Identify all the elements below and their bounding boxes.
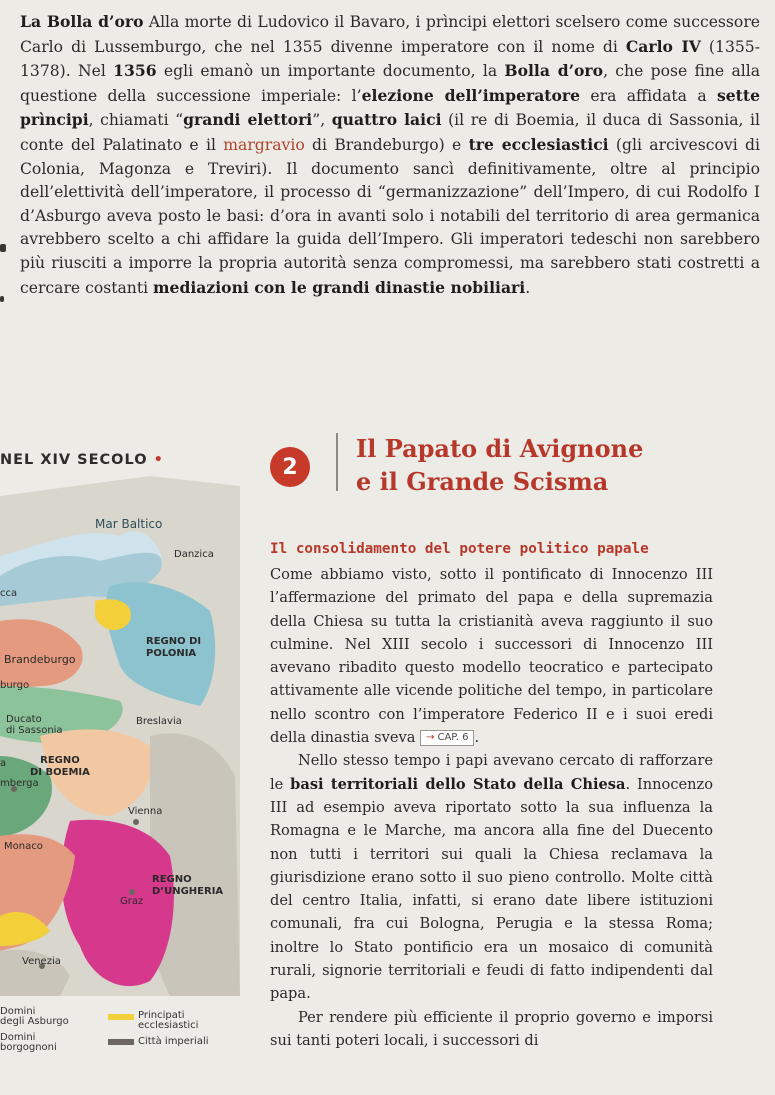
arrow-right-icon: → — [426, 732, 435, 744]
section-body: Il consolidamento del potere politico papale Come abbiamo visto, sotto il pontificato di Innocenzo III l’affermazione del primato del papa e della supremazia della Chiesa su tutta la cristianità aveva raggiunto il suo culmine. Nel XIII secolo i successori di Innocenzo III avevano ribadito questo modello teocratico e partecipato attivamente alle vicende politiche del tempo, in particolare nello scontro con l’imperatore Federico II e i suoi eredi della dinastia sveva → CAP. 6 . Nello stesso tempo i papi avevano cercato di rafforzare le basi territoriali dello Stato della Chiesa. Innocenzo III ad esempio aveva riportato sotto la sua influenza la Romagna e le Marche, ma ancora alla fine del Duecento non tutti i territori sui quali la Chiesa reclamava la giurisdizione erano sotto il suo pieno controllo. Molte città del centro Italia, infatti, si erano date libere istituzioni comunali, fra cui Bologna, Perugia e la stessa Roma; inoltre lo Stato pontificio era un mosaico di comunità rurali, signorie territoriali e feudi di fatto indipendenti dal papa. Per rendere più efficiente il proprio governo e imporsi sui tanti poteri locali, i successori di — [270, 535, 713, 1052]
bold-term: grandi elettori — [183, 110, 313, 130]
bold-term: Bolla d’oro — [504, 61, 604, 81]
text-run: (il re di Boemia, il duca di Sassonia, il conte del Palatinato e il — [20, 111, 761, 154]
chapter-number-badge: 2 — [270, 447, 310, 487]
legend-principati: Principati ecclesiastici — [138, 1010, 199, 1031]
text-run: . — [525, 278, 531, 297]
paragraph-2a: Nello stesso tempo i papi avevano cercato di rafforzare le — [270, 752, 713, 793]
label-danzica: Danzica — [174, 549, 214, 560]
map-header-text: NEL XIV SECOLO — [0, 452, 148, 468]
paragraph-2c: . Innocenzo III ad esempio aveva riportato sotto la sua influenza la Romagna e le Marche, ma ancora alla fine del Duecento non tutti i territori sui quali la Chiesa reclamava la giurisdizione erano sotto il suo pieno controllo. Molte città del centro Italia, infatti, si erano date libere istituzioni comunali, fra cui Bologna, Perugia e la stessa Roma; inoltre lo Stato pontificio era un mosaico di comunità rurali, signorie territoriali e feudi di fatto indipendenti dal papa. — [270, 775, 713, 1003]
label-breslavia: Breslavia — [136, 716, 182, 727]
label-regno-polonia: REGNO DI POLONIA — [146, 636, 202, 659]
bold-term: basi territoriali dello Stato della Chiesa — [290, 775, 626, 793]
label-ducato-sassonia: Ducato di Sassonia — [6, 714, 63, 736]
map-header — [0, 452, 164, 468]
margin-mark — [0, 244, 6, 252]
city-marker — [129, 889, 135, 895]
text-run: di Brandeburgo) e — [304, 135, 469, 154]
label-mar-baltico: Mar Baltico — [95, 517, 163, 531]
historical-map — [0, 436, 240, 1095]
chapter-reference-link[interactable] — [420, 730, 474, 746]
chapter-title: Il Papato di Avignone e il Grande Scisma — [356, 434, 644, 496]
bold-term: 1356 — [113, 61, 157, 81]
label-burgo: burgo — [0, 680, 30, 691]
text-run: Alla morte di Ludovico il Bavaro, i prìncipi elettori scelsero come successore Carlo di Lussemburgo, che nel 1355 divenne imperatore con il nome di — [20, 13, 760, 56]
legend-domini-borgognoni: Domini borgognoni — [0, 1032, 57, 1053]
label-venezia: Venezia — [22, 956, 61, 967]
paragraph-1: Come abbiamo visto, sotto il pontificato di Innocenzo III l’affermazione del primato del papa e della supremazia della Chiesa su tutta la cristianità aveva raggiunto il suo culmine. Nel XIII secolo i successori di Innocenzo III avevano ribadito questo modello teocratico e partecipato attivamente alle vicende politiche del tempo, in particolare nello scontro con l’imperatore Federico II e i suoi eredi della dinastia sveva — [270, 566, 713, 747]
label-cca: cca — [0, 588, 18, 599]
text-run: , chiamati “ — [88, 111, 184, 130]
label-mberga: mberga — [0, 778, 39, 789]
label-regno-ungheria: REGNO D’UNGHERIA — [152, 874, 224, 897]
bold-term: sette prìncipi — [20, 85, 760, 130]
glossary-term[interactable]: margravio — [223, 135, 305, 154]
bold-term: tre ecclesiastici — [468, 134, 609, 154]
legend-domini-asburgo: Domini degli Asburgo — [0, 1006, 69, 1027]
bold-term: quattro laici — [331, 110, 442, 130]
label-vienna: Vienna — [128, 806, 163, 817]
city-marker — [133, 819, 139, 825]
chapter-reference-label: CAP. 6 — [437, 732, 469, 744]
legend-citta-imperiali: Città imperiali — [138, 1036, 209, 1047]
paragraph-heading: La Bolla d’oro — [20, 12, 144, 31]
label-monaco: Monaco — [4, 841, 43, 852]
label-graz: Graz — [120, 896, 144, 907]
label-brandeburgo: Brandeburgo — [4, 653, 76, 666]
legend-swatch-principati — [108, 1014, 134, 1020]
map-header-dot: • — [153, 452, 164, 468]
text-run: (1355-1378). Nel — [20, 37, 760, 81]
text-run: era affidata a — [580, 86, 717, 105]
label-a: a — [0, 758, 7, 769]
paragraph-3: Per rendere più efficiente il proprio governo e imporsi sui tanti poteri locali, i successori di — [270, 1008, 713, 1049]
text-run: , che pose fine alla questione della successione imperiale: l’ — [20, 62, 761, 105]
margin-mark — [0, 296, 4, 302]
section-subtitle: Il consolidamento del potere politico papale — [270, 541, 649, 557]
text-run: egli emanò un importante documento, la — [156, 62, 505, 81]
bold-term: mediazioni con le grandi dinastie nobiliari — [153, 277, 526, 297]
chapter-divider — [336, 433, 338, 491]
bold-term: Carlo IV — [625, 36, 701, 56]
bolla-doro-paragraph — [20, 10, 760, 300]
legend-swatch-citta — [108, 1039, 134, 1045]
text-run: ”, — [312, 111, 332, 130]
label-regno-boemia: REGNO DI BOEMIA — [30, 755, 90, 778]
bold-term: elezione dell’imperatore — [361, 85, 581, 105]
text-run: (gli arcivescovi di Colonia, Magonza e Treviri). Il documento sancì definitivamente, oltre al principio dell’elettività dell’imperatore, il processo di “germanizzazione” dell’Impero, di cui Rodolfo I d’Asburgo aveva posto le basi: d’ora in avanti solo i notabili del territorio di area germanica avrebbero scelto a chi affidare la guida dell’Impero. Gli imperatori tedeschi non sarebbero più riusciti a imporre la propria autorità senza compromessi, ma sarebbero stati costretti a cercare costanti — [20, 135, 760, 297]
